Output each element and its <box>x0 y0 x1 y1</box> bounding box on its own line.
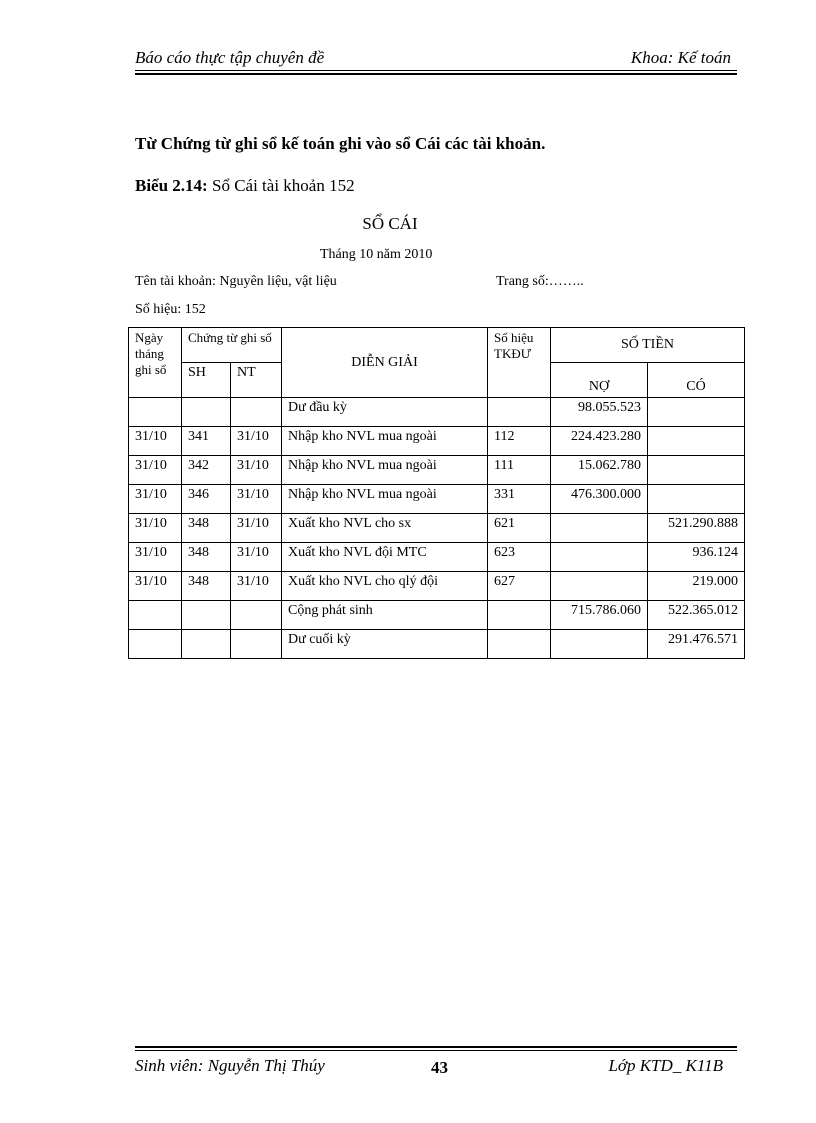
row-date <box>129 630 182 659</box>
row-date: 31/10 <box>129 543 182 572</box>
row-description: Xuất kho NVL cho sx <box>282 514 488 543</box>
row-date: 31/10 <box>129 572 182 601</box>
row-sh: 348 <box>182 514 231 543</box>
row-sh: 342 <box>182 456 231 485</box>
row-credit: 936.124 <box>648 543 745 572</box>
row-debit <box>551 572 648 601</box>
page-header <box>135 48 737 72</box>
ledger-title: SỔ CÁI <box>362 214 418 233</box>
header-credit: CÓ <box>648 363 745 398</box>
page-number: 43 <box>431 1058 448 1077</box>
row-account-code: 623 <box>488 543 551 572</box>
row-date: 31/10 <box>129 514 182 543</box>
caption-label: Biểu 2.14: <box>135 176 208 195</box>
ledger-row <box>129 630 745 659</box>
row-nt: 31/10 <box>231 485 282 514</box>
row-debit: 224.423.280 <box>551 427 648 456</box>
row-debit <box>551 630 648 659</box>
row-credit: 291.476.571 <box>648 630 745 659</box>
figure-caption <box>135 176 355 196</box>
row-debit: 98.055.523 <box>551 398 648 427</box>
caption-text: Sổ Cái tài khoản 152 <box>207 176 355 195</box>
header-voucher: Chứng từ ghi sổ <box>182 328 282 363</box>
ledger-month: Tháng 10 năm 2010 <box>320 247 433 262</box>
row-sh <box>182 601 231 630</box>
row-nt: 31/10 <box>231 456 282 485</box>
row-description: Nhập kho NVL mua ngoài <box>282 485 488 514</box>
header-rule <box>135 70 737 71</box>
ledger-row <box>129 543 745 572</box>
row-sh <box>182 630 231 659</box>
row-sh: 346 <box>182 485 231 514</box>
row-nt: 31/10 <box>231 543 282 572</box>
row-account-code: 331 <box>488 485 551 514</box>
row-date: 31/10 <box>129 456 182 485</box>
row-credit: 522.365.012 <box>648 601 745 630</box>
row-description: Dư cuối kỳ <box>282 630 488 659</box>
row-description: Dư đầu kỳ <box>282 398 488 427</box>
row-credit: 521.290.888 <box>648 514 745 543</box>
row-debit <box>551 514 648 543</box>
row-account-code: 112 <box>488 427 551 456</box>
row-nt <box>231 601 282 630</box>
header-rule-thick <box>135 73 737 75</box>
ledger-row <box>129 572 745 601</box>
row-date <box>129 398 182 427</box>
header-account-code: Số hiệu TKĐƯ <box>488 328 551 398</box>
row-account-code <box>488 398 551 427</box>
ledger-header-row <box>129 328 745 363</box>
header-department: Khoa: Kế toán <box>630 48 731 67</box>
row-description: Xuất kho NVL đội MTC <box>282 543 488 572</box>
header-amount: SỐ TIỀN <box>551 328 745 363</box>
row-account-code: 621 <box>488 514 551 543</box>
row-nt: 31/10 <box>231 572 282 601</box>
row-credit <box>648 485 745 514</box>
ledger-row <box>129 485 745 514</box>
page-footer <box>135 1046 737 1086</box>
row-date <box>129 601 182 630</box>
row-nt <box>231 630 282 659</box>
row-credit <box>648 398 745 427</box>
footer-class: Lớp KTD_ K11B <box>608 1056 723 1075</box>
header-nt: NT <box>231 363 282 398</box>
ledger-row <box>129 427 745 456</box>
account-name: Tên tài khoản: Nguyên liệu, vật liệu <box>135 274 337 289</box>
row-debit: 15.062.780 <box>551 456 648 485</box>
row-credit <box>648 427 745 456</box>
row-description: Nhập kho NVL mua ngoài <box>282 427 488 456</box>
header-debit: NỢ <box>551 363 648 398</box>
footer-rule-thick <box>135 1046 737 1048</box>
header-report-title: Báo cáo thực tập chuyên đề <box>135 48 325 67</box>
ledger-row <box>129 456 745 485</box>
row-date: 31/10 <box>129 485 182 514</box>
header-sh: SH <box>182 363 231 398</box>
row-credit <box>648 456 745 485</box>
ledger-page-number: Trang số:…….. <box>496 274 584 289</box>
row-account-code <box>488 601 551 630</box>
row-debit: 476.300.000 <box>551 485 648 514</box>
row-nt: 31/10 <box>231 514 282 543</box>
footer-student: Sinh viên: Nguyễn Thị Thúy <box>135 1056 325 1075</box>
row-sh <box>182 398 231 427</box>
row-sh: 348 <box>182 543 231 572</box>
ledger-row <box>129 601 745 630</box>
ledger-table <box>128 327 745 659</box>
row-account-code <box>488 630 551 659</box>
row-date: 31/10 <box>129 427 182 456</box>
row-sh: 348 <box>182 572 231 601</box>
ledger-row <box>129 398 745 427</box>
intro-text: Từ Chứng từ ghi sổ kế toán ghi vào sổ Cái các tài khoản. <box>135 134 546 153</box>
row-description: Xuất kho NVL cho qlý đội <box>282 572 488 601</box>
row-nt <box>231 398 282 427</box>
row-sh: 341 <box>182 427 231 456</box>
row-description: Cộng phát sinh <box>282 601 488 630</box>
row-credit: 219.000 <box>648 572 745 601</box>
row-nt: 31/10 <box>231 427 282 456</box>
row-description: Nhập kho NVL mua ngoài <box>282 456 488 485</box>
ledger-row <box>129 514 745 543</box>
footer-rule <box>135 1050 737 1051</box>
row-account-code: 627 <box>488 572 551 601</box>
account-number: Số hiệu: 152 <box>135 302 206 317</box>
row-debit <box>551 543 648 572</box>
row-account-code: 111 <box>488 456 551 485</box>
header-date: Ngày tháng ghi sổ <box>129 328 182 398</box>
header-description: DIỄN GIẢI <box>282 328 488 398</box>
row-debit: 715.786.060 <box>551 601 648 630</box>
